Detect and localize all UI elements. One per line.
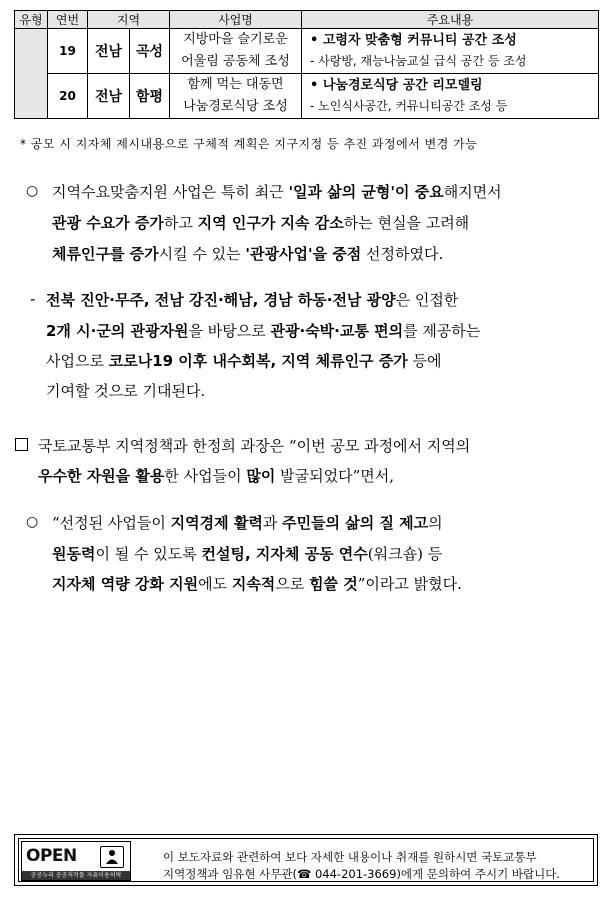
table-note: * 공모 시 지자체 제시내용으로 구체적 계획은 지구지정 등 추진 과정에서 변경 가능 xyxy=(20,137,478,151)
text-line: 국토교통부 지역정책과 한정희 과장은 “이번 공모 과정에서 지역의 xyxy=(38,437,471,455)
num-cell: 20 xyxy=(48,74,88,119)
footer-box xyxy=(14,834,598,886)
text-line: 지자체 역량 강화 지원에도 지속적으로 힘쓸 것”이라고 밝혔다. xyxy=(52,575,462,593)
text-line: 사업으로 코로나19 이후 내수회복, 지역 체류인구 증가 등에 xyxy=(46,352,442,370)
region-cell: 전남 xyxy=(88,29,130,74)
text-line: 원동력이 될 수 있도록 컨설팅, 지자체 공동 연수(워크숍) 등 xyxy=(52,545,443,563)
region-cell: 함평 xyxy=(130,74,170,119)
table-row xyxy=(15,29,599,74)
bullet-circle: ○ xyxy=(26,183,39,199)
open-logo-text: OPEN xyxy=(26,846,77,866)
content-sub: - 노인식사공간, 커뮤니티공간 조성 등 xyxy=(310,99,508,113)
person-icon xyxy=(100,846,124,868)
header-content: 주요내용 xyxy=(302,11,599,29)
project-line: 어울림 공동체 조성 xyxy=(181,54,290,69)
content-main: • 고령자 맞춤형 커뮤니티 공간 조성 xyxy=(310,33,517,48)
project-table xyxy=(14,10,599,119)
num-cell: 19 xyxy=(48,29,88,74)
header-type: 유형 xyxy=(15,11,48,29)
text-line: 우수한 자원을 활용한 사업들이 많이 발굴되었다”면서, xyxy=(38,467,394,485)
project-line: 지방마을 슬기로운 xyxy=(183,32,288,47)
footer-line: 이 보도자료와 관련하여 보다 자세한 내용이나 취재를 원하시면 국토교통부 xyxy=(163,850,537,864)
region-cell: 전남 xyxy=(88,74,130,119)
text-line: “선정된 사업들이 지역경제 활력과 주민들의 삶의 질 제고의 xyxy=(52,514,443,532)
checkbox-square-bullet xyxy=(15,438,28,451)
content-sub: - 사랑방, 재능나눔교실 급식 공간 등 조성 xyxy=(310,54,527,68)
footer-contact xyxy=(163,849,560,883)
project-line: 함께 먹는 대동면 xyxy=(187,77,284,92)
text-line: 전북 진안·무주, 전남 강진·해남, 경남 하동·전남 광양은 인접한 xyxy=(46,291,459,309)
text-line: 지역수요맞춤지원 사업은 특히 최근 '일과 삶의 균형'이 중요해지면서 xyxy=(52,183,502,201)
open-logo-subtitle: 공공누리 공공저작물 자유이용허락 xyxy=(22,871,130,880)
bullet-dash: - xyxy=(30,290,36,308)
content-cell xyxy=(302,74,599,119)
project-cell xyxy=(170,74,302,119)
header-region: 지역 xyxy=(88,11,170,29)
content-main: • 나눔경로식당 공간 리모델링 xyxy=(310,78,483,93)
footer-line: 지역정책과 임유현 사무관(☎ 044-201-3669)에게 문의하여 주시기 바랍니다. xyxy=(163,867,560,881)
text-line: 체류인구를 증가시킬 수 있는 '관광사업'을 중점 선정하였다. xyxy=(52,245,444,263)
table-row xyxy=(15,74,599,119)
open-license-logo xyxy=(21,841,131,881)
project-cell xyxy=(170,29,302,74)
text-line: 2개 시·군의 관광자원을 바탕으로 관광·숙박·교통 편의를 제공하는 xyxy=(46,322,481,340)
header-num: 연번 xyxy=(48,11,88,29)
content-cell xyxy=(302,29,599,74)
type-cell xyxy=(15,29,48,119)
text-line: 관광 수요가 증가하고 지역 인구가 지속 감소하는 현실을 고려해 xyxy=(52,214,470,232)
project-line: 나눔경로식당 조성 xyxy=(183,99,288,114)
bullet-circle: ○ xyxy=(26,514,39,530)
header-project: 사업명 xyxy=(170,11,302,29)
region-cell: 곡성 xyxy=(130,29,170,74)
text-line: 기여할 것으로 기대된다. xyxy=(46,382,206,400)
